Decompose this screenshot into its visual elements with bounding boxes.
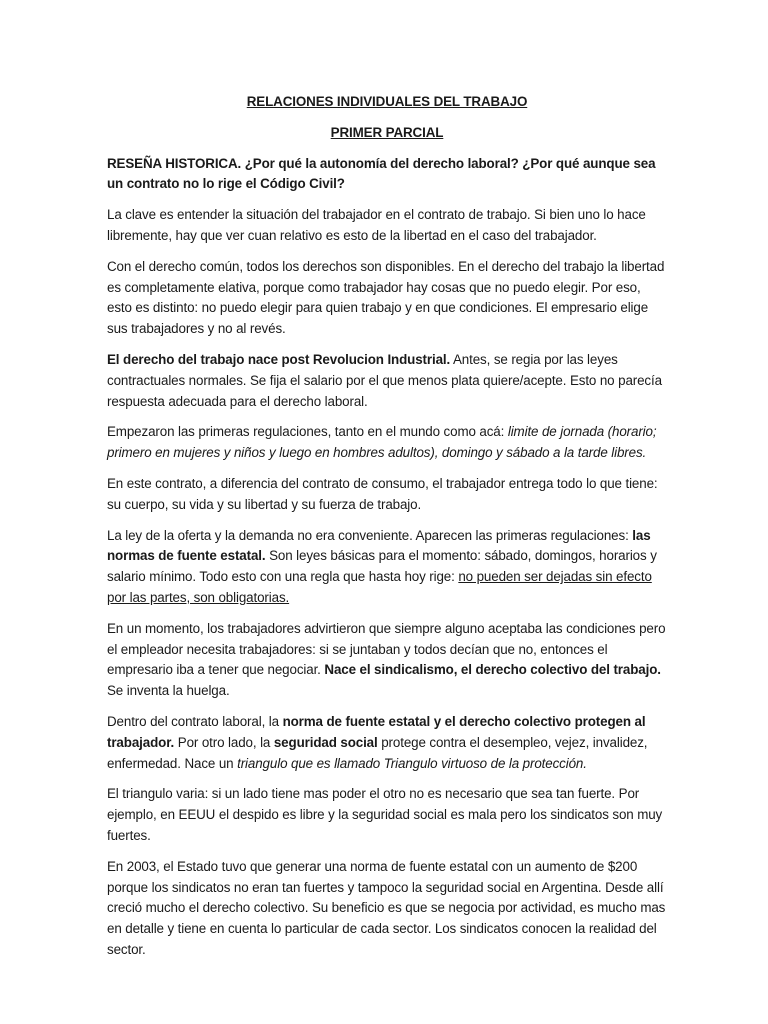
bold-text: las normas de fuente estatal. — [107, 527, 651, 564]
paragraph-triangulo-varia: El triangulo varia: si un lado tiene mas poder el otro no es necesario que sea tan fuerte. Por ejemplo, en EEUU el despido es libre y la seguridad social es mala pero los sindicatos son muy fuertes. — [107, 786, 663, 843]
body-text: Son leyes básicas para el momento: sábado, domingos, horarios y salario mínimo. Todo esto con una regla que hasta hoy rige: — [107, 548, 657, 585]
paragraph-revolucion-industrial — [107, 350, 667, 412]
resena-heading: RESEÑA HISTORICA. ¿Por qué la autonomía del derecho laboral? ¿Por qué aunque sea un contrato no lo rige el Código Civil? — [107, 155, 656, 192]
italic-text: triangulo que es llamado Triangulo virtuoso de la protección. — [237, 755, 587, 771]
bold-text: Nace el sindicalismo, el derecho colectivo del trabajo. — [324, 662, 661, 678]
bold-text: El derecho del trabajo nace post Revolucion Industrial. — [107, 351, 451, 367]
document-subtitle: PRIMER PARCIAL — [330, 124, 444, 140]
paragraph-oferta-demanda — [107, 526, 667, 609]
paragraph-primeras-regulaciones — [107, 422, 667, 464]
bold-text: norma de fuente estatal y el derecho colectivo protegen al trabajador. — [107, 713, 646, 750]
bold-text: seguridad social — [273, 734, 378, 750]
body-text: Por otro lado, la — [174, 734, 274, 750]
paragraph-contrato-consumo: En este contrato, a diferencia del contrato de consumo, el trabajador entrega todo lo que tiene: su cuerpo, su vida y su libertad y su fuerza de trabajo. — [107, 475, 658, 512]
body-text: protege contra el desempleo, vejez, invalidez, enfermedad. Nace un — [107, 734, 648, 771]
document-title: RELACIONES INDIVIDUALES DEL TRABAJO — [246, 94, 528, 109]
paragraph-clave: La clave es entender la situación del trabajador en el contrato de trabajo. Si bien uno lo hace libremente, hay que ver cuan relativo es esto de la libertad en el caso del trabajador. — [107, 207, 646, 243]
underlined-text: no pueden ser dejadas sin efecto por las partes, son obligatorias. — [107, 569, 652, 605]
body-text: En un momento, los trabajadores advirtieron que siempre alguno aceptaba las condiciones pero el empleador necesita trabajadores: si se juntaban y todos decían que no, entonces el empresario iba a tener que negociar. — [107, 620, 666, 678]
document-body — [107, 92, 667, 971]
paragraph-triangulo-proteccion — [107, 712, 667, 774]
paragraph-2003: En 2003, el Estado tuvo que generar una norma de fuente estatal con un aumento de $200 porque los sindicatos no eran tan fuertes y tampoco la seguridad social en Argentina. Desde allí creció mucho el derecho colectivo. Su beneficio es que se negocia por actividad, es mucho mas en detalle y tiene en cuenta lo particular de cada sector. Los sindicatos conocen la realidad del sector. — [107, 858, 666, 957]
body-text: Antes, se regia por las leyes contractuales normales. Se fija el salario por el que menos plata quiere/acepte. Esto no parecía respuesta adecuada para el derecho laboral. — [107, 351, 662, 409]
paragraph-sindicalismo — [107, 619, 667, 702]
paragraph-derecho-comun: Con el derecho común, todos los derechos son disponibles. En el derecho del trabajo la libertad es completamente elativa, porque como trabajador hay cosas que no puedo elegir. Por eso, esto es distinto: no puedo elegir para quien trabajo y en que condiciones. El empresario elige sus trabajadores y no al revés. — [107, 258, 665, 337]
paragraph-resena-historica — [107, 154, 667, 196]
body-text: Dentro del contrato laboral, la — [107, 713, 283, 729]
italic-text: limite de jornada (horario; primero en mujeres y niños y luego en hombres adultos), domingo y sábado a la tarde libres. — [107, 424, 657, 461]
body-text: Se inventa la huelga. — [107, 683, 230, 699]
body-text: La ley de la oferta y la demanda no era conveniente. Aparecen las primeras regulaciones: — [107, 527, 633, 543]
body-text: Empezaron las primeras regulaciones, tanto en el mundo como acá: — [107, 424, 508, 440]
